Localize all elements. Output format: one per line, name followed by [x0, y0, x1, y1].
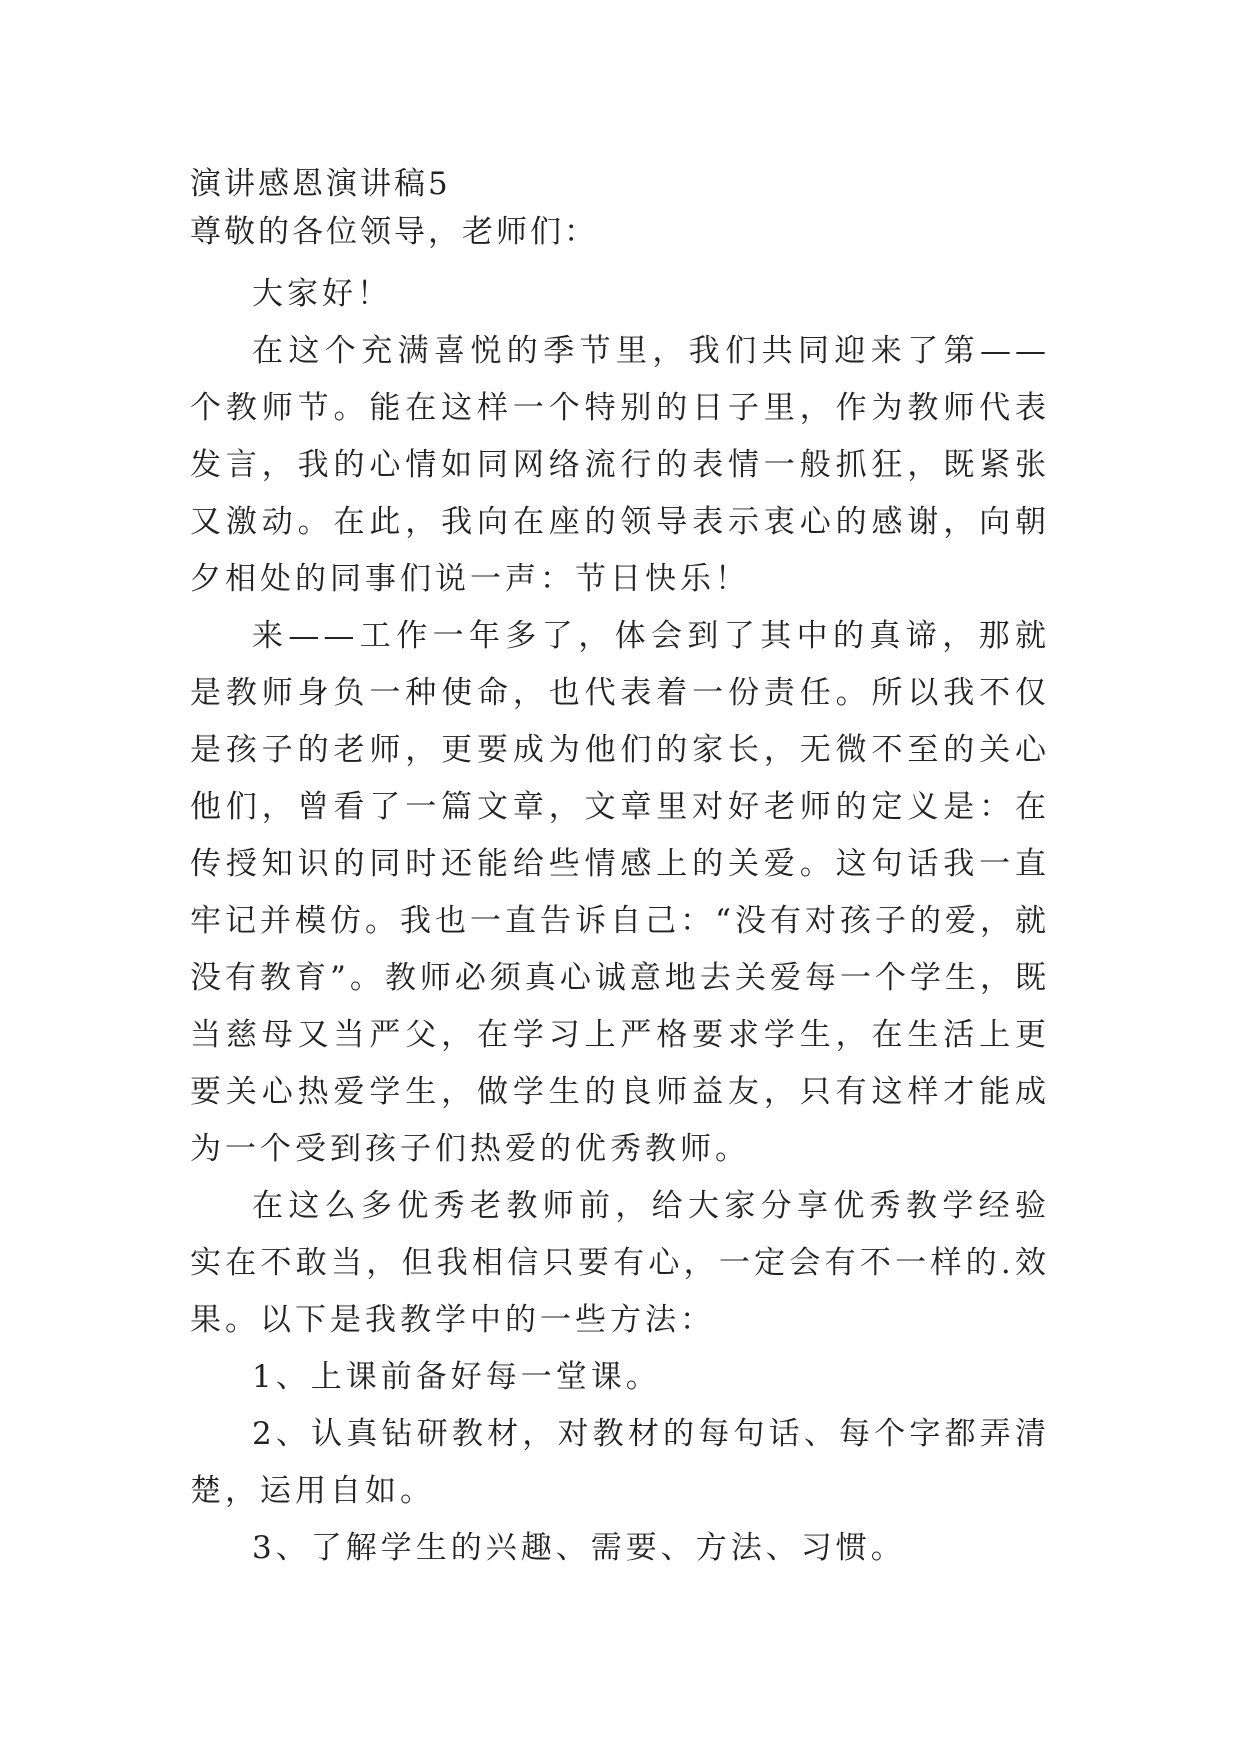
list-item-method-3: 3、了解学生的兴趣、需要、方法、习惯。 — [252, 1530, 906, 1566]
greeting-line: 尊敬的各位领导，老师们： — [190, 214, 598, 250]
paragraph-opening: 大家好！ — [252, 276, 392, 312]
list-item-method-1: 1、上课前备好每一堂课。 — [252, 1359, 661, 1395]
document-title: 演讲感恩演讲稿5 — [190, 166, 451, 202]
paragraph-methods-intro: 在这么多优秀老教师前，给大家分享优秀教学经验实在不敢当，但我相信只要有心，一定会有不一样的.效果。以下是我教学中的一些方法： — [190, 1188, 1050, 1338]
paragraph-responsibility: 来——工作一年多了，体会到了其中的真谛，那就是教师身负一种使命，也代表着一份责任。所以我不仅是孩子的老师，更要成为他们的家长，无微不至的关心他们，曾看了一篇文章，文章里对好老师的定义是：在传授知识的同时还能给些情感上的关爱。这句话我一直牢记并模仿。我也一直告诉自己：“没有对孩子的爱，就没有教育”。教师必须真心诚意地去关爱每一个学生，既当慈母又当严父，在学习上严格要求学生，在生活上更要关心热爱学生，做学生的良师益友，只有这样才能成为一个受到孩子们热爱的优秀教师。 — [190, 618, 1050, 1167]
paragraph-festival: 在这个充满喜悦的季节里，我们共同迎来了第——个教师节。能在这样一个特别的日子里，作为教师代表发言，我的心情如同网络流行的表情一般抓狂，既紧张又激动。在此，我向在座的领导表示衷心的感谢，向朝夕相处的同事们说一声：节日快乐！ — [190, 333, 1050, 597]
list-item-method-2: 2、认真钻研教材，对教材的每句话、每个字都弄清楚，运用自如。 — [190, 1416, 1050, 1509]
document-body — [190, 160, 1050, 1577]
